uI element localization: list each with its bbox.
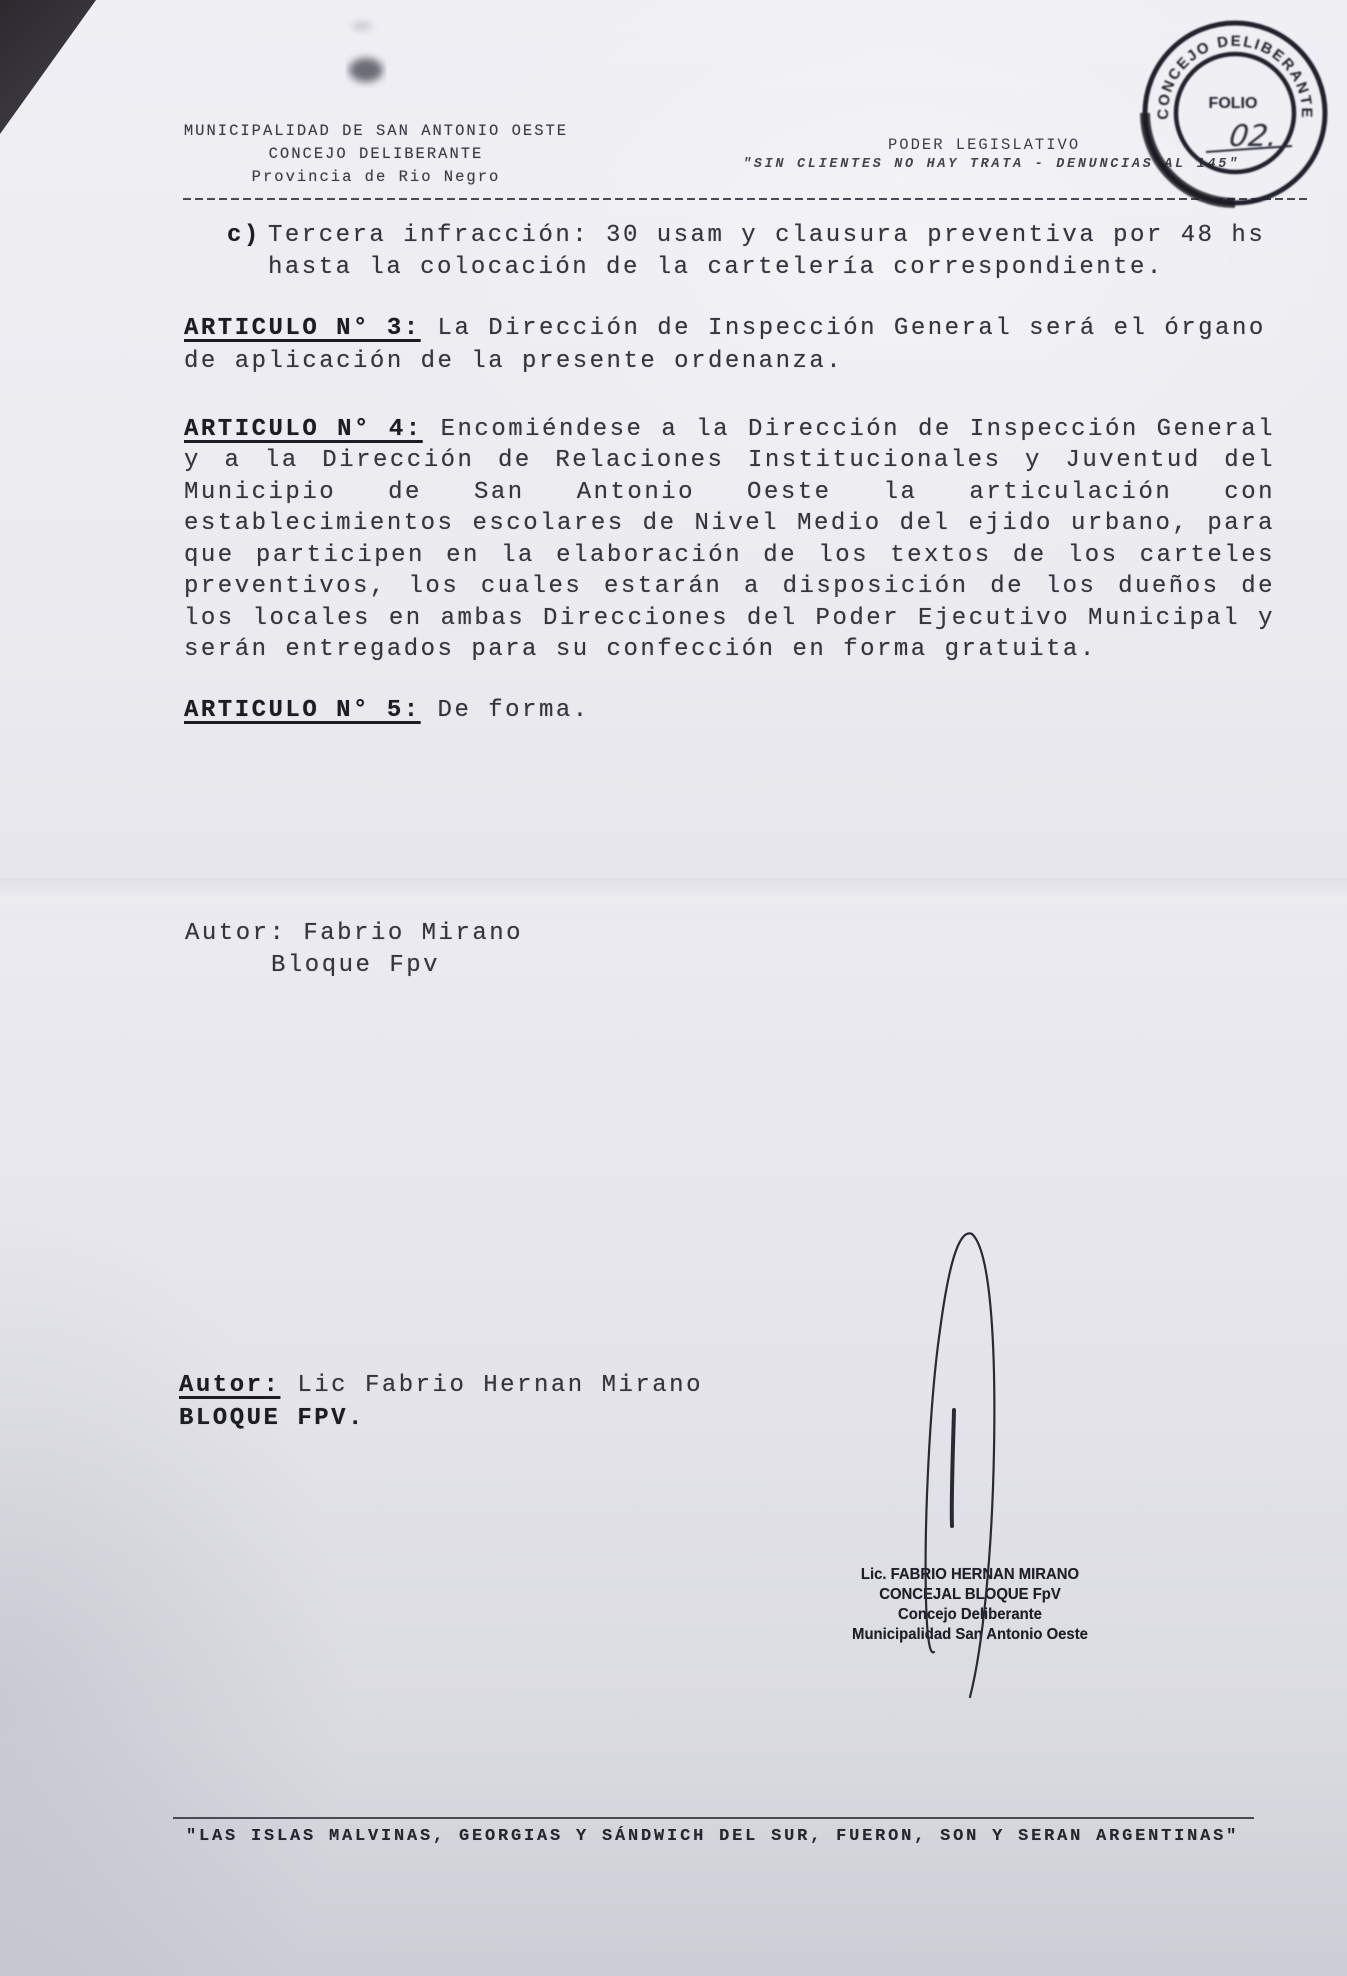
paragraph-line: de aplicación de la presente ordenanza. (184, 348, 844, 375)
institution-line: Provincia de Rio Negro (251, 168, 501, 186)
footer-rule (173, 1817, 1254, 1819)
paragraph-line (184, 312, 1266, 345)
articulo-3 (184, 312, 1266, 378)
paragraph-line: y a la Dirección de Relaciones Institucionales y Juventud del (184, 447, 1275, 475)
stamp-ring-text: CONCEJO DELIBERANTE (1154, 32, 1316, 120)
articulo-5 (184, 695, 590, 727)
signature-stamp-line: Concejo Deliberante (898, 1606, 1042, 1623)
articulo-4-label: ARTICULO N° 4: (184, 416, 423, 443)
author-bloque: Bloque Fpv (271, 952, 441, 979)
paragraph-text: La Dirección de Inspección General será el órgano (437, 315, 1266, 342)
stamp-folio-number: 02. (1227, 119, 1280, 154)
item-c-marker: c) (227, 222, 261, 249)
footer-motto: "LAS ISLAS MALVINAS, GEORGIAS Y SÁNDWICH DEL SUR, FUERON, SON Y SERAN ARGENTINAS" (186, 1827, 1240, 1846)
institution-header (180, 120, 572, 189)
paper-fold (0, 878, 1347, 912)
author-label: Autor: (179, 1372, 281, 1399)
paragraph-line: preventivos, los cuales estarán a disposición de los dueños de (184, 573, 1275, 601)
signature-stamp-line: CONCEJAL BLOQUE FpV (879, 1586, 1061, 1603)
author-label: Autor: (185, 920, 287, 947)
branch-title: PODER LEGISLATIVO (888, 136, 1081, 154)
stamp-outer-ring (1145, 23, 1325, 203)
paragraph-line: Tercera infracción: 30 usam y clausura preventiva por 48 hs (268, 222, 1266, 249)
photo-background-corner (0, 0, 96, 134)
stamp-number-rule (1206, 146, 1292, 152)
paragraph-line: serán entregados para su confección en forma gratuita. (184, 636, 1097, 664)
author-block-typed (185, 918, 523, 950)
signature-stamp-line: Municipalidad San Antonio Oeste (852, 1626, 1088, 1643)
articulo-5-label: ARTICULO N° 5: (184, 697, 421, 724)
stamp-folio-label: FOLIO (1208, 95, 1258, 112)
articulo-4 (184, 414, 1275, 666)
paragraph-line: que participen en la elaboración de los textos de los carteles (184, 541, 1275, 569)
author-bloque: BLOQUE FPV. (179, 1405, 365, 1432)
institution-line: MUNICIPALIDAD DE SAN ANTONIO OESTE (183, 122, 569, 140)
folio-stamp (1145, 23, 1325, 203)
ink-blot (349, 22, 383, 82)
paragraph-line: hasta la colocación de la cartelería correspondiente. (268, 254, 1164, 281)
author-name: Lic Fabrio Hernan Mirano (297, 1372, 703, 1399)
signature-stamp-line: Lic. FABRIO HERNAN MIRANO (860, 1566, 1080, 1583)
slogan: "SIN CLIENTES NO HAY TRATA - DENUNCIAS AL 145" (743, 157, 1240, 172)
paragraph-line: Municipio de San Antonio Oeste la articulación con (184, 478, 1275, 506)
paragraph-line: los locales en ambas Direcciones del Poder Ejecutivo Municipal y (184, 604, 1275, 632)
item-c-paragraph (268, 220, 1265, 284)
paragraph-text: De forma. (437, 697, 590, 724)
articulo-3-label: ARTICULO N° 3: (184, 315, 421, 342)
paragraph-text: Encomiéndese a la Dirección de Inspección General (440, 416, 1275, 443)
author-block-signed (179, 1370, 703, 1402)
institution-line: CONCEJO DELIBERANTE (268, 145, 484, 163)
stamp-inner-ring (1176, 54, 1294, 172)
signature-stamp (831, 1565, 1110, 1645)
paragraph-line: establecimientos escolares de Nivel Medio del ejido urbano, para (184, 510, 1275, 538)
header-dashed-rule (183, 198, 1310, 200)
author-name: Fabrio Mirano (303, 920, 524, 947)
paragraph-line (184, 414, 1275, 445)
